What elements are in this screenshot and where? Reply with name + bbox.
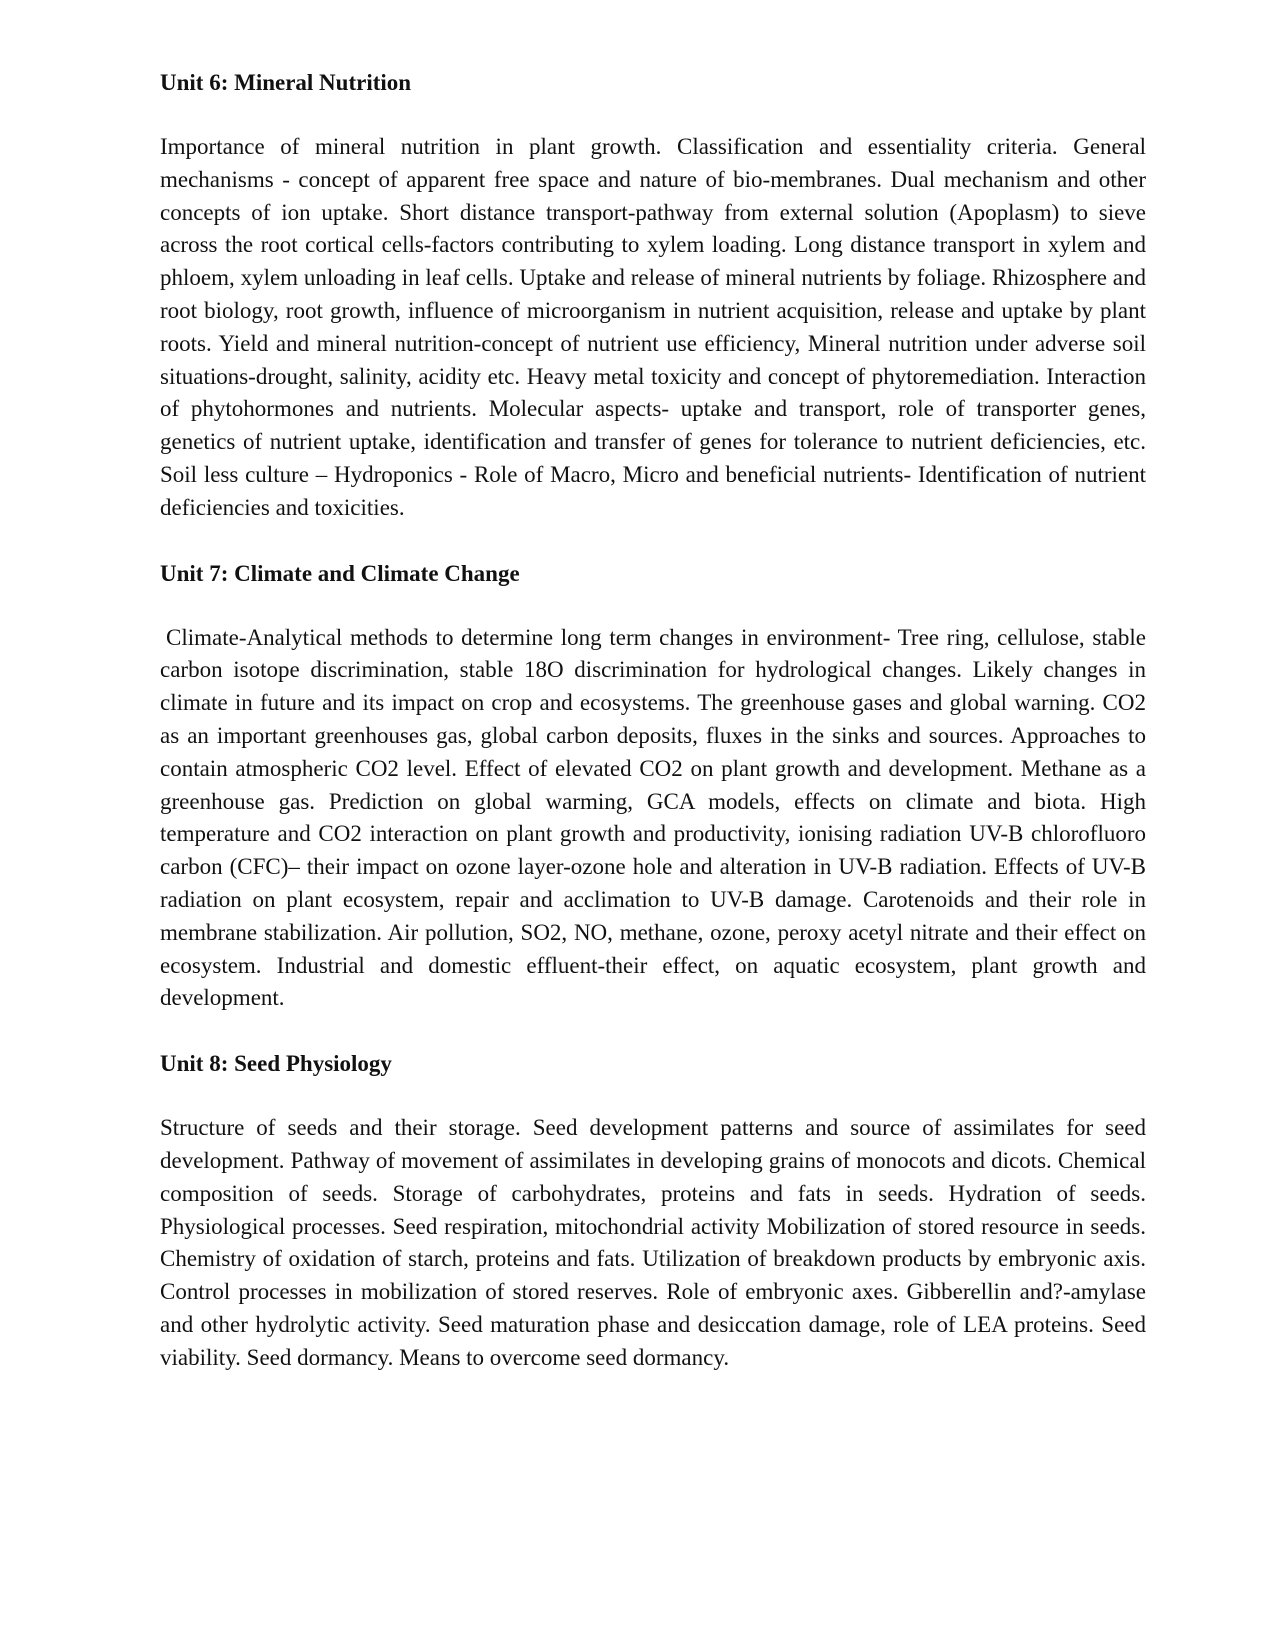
unit-8-body: Structure of seeds and their storage. Seed development patterns and source of assimilates for seed development. Pathway of movement of assimilates in developing grains of monocots and dicots. Chemical composition of seeds. Storage of carbohydrates, proteins and fats in seeds. Hydration of seeds. Physiological processes. Seed respiration, mitochondrial activity Mobilization of stored resource in seeds. Chemistry of oxidation of starch, proteins and fats. Utilization of breakdown products by embryonic axis. Control processes in mobilization of stored reserves. Role of embryonic axes. Gibberellin and?-amylase and other hydrolytic activity. Seed maturation phase and desiccation damage, role of LEA proteins. Seed viability. Seed dormancy. Means to overcome seed dormancy. (160, 1115, 1146, 1370)
unit-7-body: Climate-Analytical methods to determine long term changes in environment- Tree ring, cellulose, stable carbon isotope discrimination, stable 18O discrimination for hydrological changes. Likely changes in climate in future and its impact on crop and ecosystems. The greenhouse gases and global warning. CO2 as an important greenhouses gas, global carbon deposits, fluxes in the sinks and sources. Approaches to contain atmospheric CO2 level. Effect of elevated CO2 on plant growth and development. Methane as a greenhouse gas. Prediction on global warming, GCA models, effects on climate and biota. High temperature and CO2 interaction on plant growth and productivity, ionising radiation UV-B chlorofluoro carbon (CFC)– their impact on ozone layer-ozone hole and alteration in UV-B radiation. Effects of UV-B radiation on plant ecosystem, repair and acclimation to UV-B damage. Carotenoids and their role in membrane stabilization. Air pollution, SO2, NO, methane, ozone, peroxy acetyl nitrate and their effect on ecosystem. Industrial and domestic effluent-their effect, on aquatic ecosystem, plant growth and development. (160, 624, 1146, 1011)
unit-7-section (160, 557, 1146, 1016)
unit-8-section (160, 1047, 1146, 1374)
document-page (160, 66, 1146, 1407)
unit-7-heading: Unit 7: Climate and Climate Change (160, 560, 520, 586)
unit-8-heading: Unit 8: Seed Physiology (160, 1051, 392, 1077)
unit-6-body: Importance of mineral nutrition in plant growth. Classification and essentiality criteria. General mechanisms - concept of apparent free space and nature of bio-membranes. Dual mechanism and other concepts of ion uptake. Short distance transport-pathway from external solution (Apoplasm) to sieve across the root cortical cells-factors contributing to xylem loading. Long distance transport in xylem and phloem, xylem unloading in leaf cells. Uptake and release of mineral nutrients by foliage. Rhizosphere and root biology, root growth, influence of microorganism in nutrient acquisition, release and uptake by plant roots. Yield and mineral nutrition-concept of nutrient use efficiency, Mineral nutrition under adverse soil situations-drought, salinity, acidity etc. Heavy metal toxicity and concept of phytoremediation. Interaction of phytohormones and nutrients. Molecular aspects- uptake and transport, role of transporter genes, genetics of nutrient uptake, identification and transfer of genes for tolerance to nutrient deficiencies, etc. Soil less culture – Hydroponics - Role of Macro, Micro and beneficial nutrients- Identification of nutrient deficiencies and toxicities. (160, 134, 1146, 520)
unit-6-heading: Unit 6: Mineral Nutrition (160, 70, 412, 95)
unit-6-section (160, 66, 1146, 525)
